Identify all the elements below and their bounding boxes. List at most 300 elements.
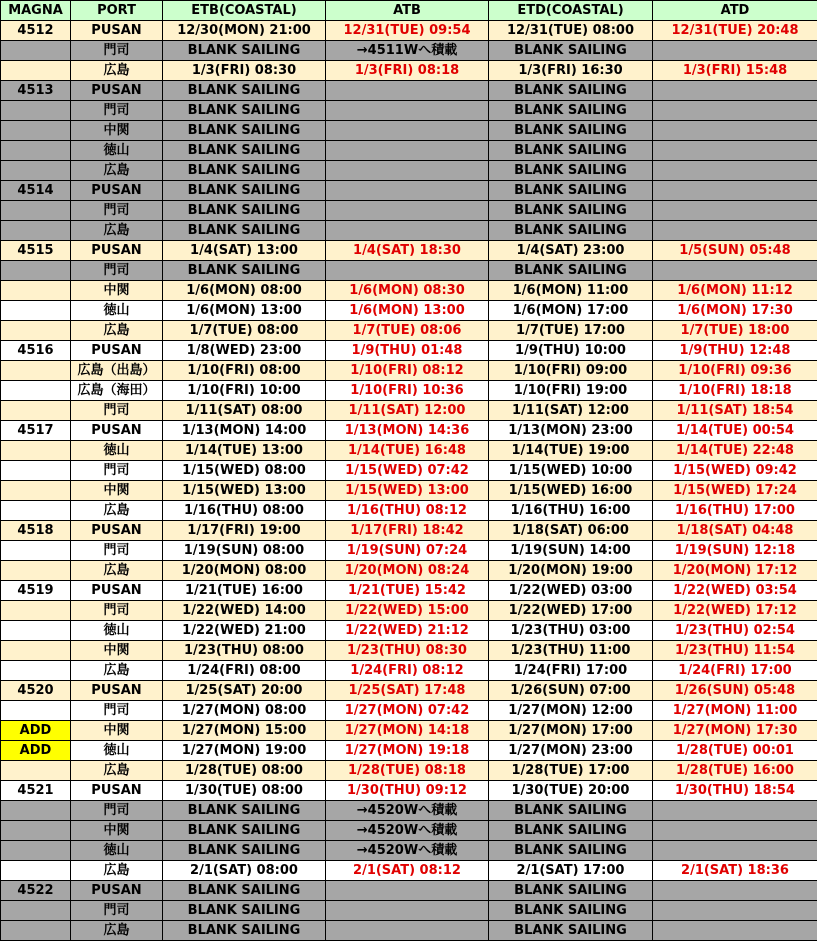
table-row (1, 201, 817, 221)
atb-cell: 1/3(FRI) 08:18 (326, 61, 489, 81)
etd-cell: 1/30(TUE) 20:00 (489, 781, 653, 801)
etd-cell: 1/13(MON) 23:00 (489, 421, 653, 441)
table-row (1, 881, 817, 901)
etd-cell: BLANK SAILING (489, 181, 653, 201)
atd-cell: 1/23(THU) 11:54 (653, 641, 817, 661)
header-atd: ATD (653, 1, 817, 21)
etd-cell: 1/15(WED) 10:00 (489, 461, 653, 481)
table-row (1, 601, 817, 621)
port-cell: PUSAN (71, 341, 163, 361)
atb-cell (326, 201, 489, 221)
atd-cell: 1/19(SUN) 12:18 (653, 541, 817, 561)
atd-cell: 1/18(SAT) 04:48 (653, 521, 817, 541)
atb-cell (326, 261, 489, 281)
etd-cell: BLANK SAILING (489, 261, 653, 281)
atb-cell: 1/20(MON) 08:24 (326, 561, 489, 581)
voyage-cell (1, 281, 71, 301)
etb-cell: 1/11(SAT) 08:00 (163, 401, 326, 421)
atd-cell (653, 141, 817, 161)
etb-cell: BLANK SAILING (163, 261, 326, 281)
voyage-cell: 4514 (1, 181, 71, 201)
etb-cell: BLANK SAILING (163, 221, 326, 241)
voyage-cell: 4521 (1, 781, 71, 801)
atd-cell: 1/6(MON) 17:30 (653, 301, 817, 321)
table-row (1, 901, 817, 921)
atd-cell: 1/22(WED) 03:54 (653, 581, 817, 601)
atd-cell: 2/1(SAT) 18:36 (653, 861, 817, 881)
voyage-cell (1, 321, 71, 341)
etd-cell: BLANK SAILING (489, 841, 653, 861)
table-row (1, 221, 817, 241)
atb-cell: 1/10(FRI) 08:12 (326, 361, 489, 381)
atb-cell: 1/4(SAT) 18:30 (326, 241, 489, 261)
atb-cell: 1/15(WED) 13:00 (326, 481, 489, 501)
etb-cell: 1/17(FRI) 19:00 (163, 521, 326, 541)
port-cell: 広島（出島） (71, 361, 163, 381)
port-cell: PUSAN (71, 521, 163, 541)
atb-cell: 1/30(THU) 09:12 (326, 781, 489, 801)
port-cell: PUSAN (71, 881, 163, 901)
etd-cell: 1/3(FRI) 16:30 (489, 61, 653, 81)
etb-cell: 1/4(SAT) 13:00 (163, 241, 326, 261)
atb-cell: 1/27(MON) 14:18 (326, 721, 489, 741)
voyage-cell (1, 301, 71, 321)
port-cell: 中関 (71, 481, 163, 501)
table-row (1, 801, 817, 821)
atb-cell: 1/28(TUE) 08:18 (326, 761, 489, 781)
voyage-cell (1, 501, 71, 521)
atb-cell (326, 81, 489, 101)
atd-cell (653, 81, 817, 101)
etd-cell: 2/1(SAT) 17:00 (489, 861, 653, 881)
etd-cell: BLANK SAILING (489, 801, 653, 821)
table-row (1, 461, 817, 481)
atd-cell (653, 881, 817, 901)
atd-cell (653, 181, 817, 201)
etd-cell: 1/7(TUE) 17:00 (489, 321, 653, 341)
port-cell: PUSAN (71, 421, 163, 441)
etd-cell: 12/31(TUE) 08:00 (489, 21, 653, 41)
atb-cell: 1/9(THU) 01:48 (326, 341, 489, 361)
port-cell: 門司 (71, 41, 163, 61)
atb-cell (326, 881, 489, 901)
atb-cell: 1/11(SAT) 12:00 (326, 401, 489, 421)
atb-cell (326, 141, 489, 161)
port-cell: 広島 (71, 161, 163, 181)
voyage-cell (1, 481, 71, 501)
etb-cell: 1/21(TUE) 16:00 (163, 581, 326, 601)
voyage-cell: 4517 (1, 421, 71, 441)
atb-cell: 1/14(TUE) 16:48 (326, 441, 489, 461)
etd-cell: 1/14(TUE) 19:00 (489, 441, 653, 461)
table-row (1, 481, 817, 501)
atd-cell: 1/28(TUE) 16:00 (653, 761, 817, 781)
header-magna: MAGNA (1, 1, 71, 21)
atd-cell (653, 121, 817, 141)
voyage-cell (1, 561, 71, 581)
etb-cell: 1/3(FRI) 08:30 (163, 61, 326, 81)
etb-cell: 1/25(SAT) 20:00 (163, 681, 326, 701)
atd-cell: 1/20(MON) 17:12 (653, 561, 817, 581)
atd-cell: 1/16(THU) 17:00 (653, 501, 817, 521)
atb-cell: 1/27(MON) 07:42 (326, 701, 489, 721)
etd-cell: BLANK SAILING (489, 41, 653, 61)
voyage-cell (1, 801, 71, 821)
etb-cell: 1/27(MON) 19:00 (163, 741, 326, 761)
port-cell: 中関 (71, 821, 163, 841)
table-row (1, 661, 817, 681)
atd-cell (653, 221, 817, 241)
etd-cell: 1/6(MON) 17:00 (489, 301, 653, 321)
atd-cell (653, 901, 817, 921)
etb-cell: 1/7(TUE) 08:00 (163, 321, 326, 341)
etb-cell: BLANK SAILING (163, 921, 326, 941)
etb-cell: BLANK SAILING (163, 801, 326, 821)
table-row (1, 61, 817, 81)
atb-cell: →4511Wへ積載 (326, 41, 489, 61)
voyage-cell (1, 121, 71, 141)
table-row (1, 241, 817, 261)
atb-cell: 1/22(WED) 15:00 (326, 601, 489, 621)
etd-cell: 1/6(MON) 11:00 (489, 281, 653, 301)
voyage-cell (1, 461, 71, 481)
etd-cell: 1/26(SUN) 07:00 (489, 681, 653, 701)
atd-cell: 1/27(MON) 11:00 (653, 701, 817, 721)
atb-cell: 1/22(WED) 21:12 (326, 621, 489, 641)
voyage-cell (1, 201, 71, 221)
atd-cell: 1/7(TUE) 18:00 (653, 321, 817, 341)
etb-cell: 1/27(MON) 15:00 (163, 721, 326, 741)
port-cell: 門司 (71, 901, 163, 921)
etb-cell: BLANK SAILING (163, 161, 326, 181)
etb-cell: 1/24(FRI) 08:00 (163, 661, 326, 681)
etb-cell: BLANK SAILING (163, 841, 326, 861)
voyage-cell (1, 761, 71, 781)
table-row (1, 121, 817, 141)
table-row (1, 281, 817, 301)
table-row (1, 541, 817, 561)
etb-cell: 1/13(MON) 14:00 (163, 421, 326, 441)
port-cell: PUSAN (71, 181, 163, 201)
atd-cell (653, 101, 817, 121)
etb-cell: 2/1(SAT) 08:00 (163, 861, 326, 881)
etb-cell: 1/15(WED) 08:00 (163, 461, 326, 481)
voyage-cell (1, 641, 71, 661)
table-row (1, 181, 817, 201)
voyage-cell (1, 901, 71, 921)
etd-cell: 1/16(THU) 16:00 (489, 501, 653, 521)
voyage-cell (1, 601, 71, 621)
header-port: PORT (71, 1, 163, 21)
etd-cell: 1/24(FRI) 17:00 (489, 661, 653, 681)
atb-cell: 1/6(MON) 13:00 (326, 301, 489, 321)
atd-cell: 1/24(FRI) 17:00 (653, 661, 817, 681)
table-row (1, 21, 817, 41)
etb-cell: 1/28(TUE) 08:00 (163, 761, 326, 781)
atb-cell: →4520Wへ積載 (326, 841, 489, 861)
voyage-cell (1, 401, 71, 421)
voyage-cell: 4520 (1, 681, 71, 701)
etd-cell: 1/10(FRI) 09:00 (489, 361, 653, 381)
etd-cell: BLANK SAILING (489, 221, 653, 241)
port-cell: 広島 (71, 561, 163, 581)
etd-cell: 1/28(TUE) 17:00 (489, 761, 653, 781)
table-row (1, 581, 817, 601)
etd-cell: BLANK SAILING (489, 141, 653, 161)
etb-cell: 1/8(WED) 23:00 (163, 341, 326, 361)
table-row (1, 781, 817, 801)
port-cell: PUSAN (71, 581, 163, 601)
port-cell: 広島 (71, 61, 163, 81)
atb-cell: →4520Wへ積載 (326, 801, 489, 821)
etd-cell: 1/10(FRI) 19:00 (489, 381, 653, 401)
atd-cell: 1/15(WED) 09:42 (653, 461, 817, 481)
header-etd: ETD(COASTAL) (489, 1, 653, 21)
port-cell: 中関 (71, 641, 163, 661)
voyage-cell (1, 41, 71, 61)
table-row (1, 861, 817, 881)
port-cell: 門司 (71, 461, 163, 481)
atd-cell: 1/9(THU) 12:48 (653, 341, 817, 361)
etb-cell: 1/10(FRI) 10:00 (163, 381, 326, 401)
etd-cell: 1/11(SAT) 12:00 (489, 401, 653, 421)
etb-cell: 1/27(MON) 08:00 (163, 701, 326, 721)
port-cell: 徳山 (71, 441, 163, 461)
atd-cell: 1/30(THU) 18:54 (653, 781, 817, 801)
etd-cell: 1/23(THU) 11:00 (489, 641, 653, 661)
etb-cell: BLANK SAILING (163, 81, 326, 101)
atb-cell: 1/23(THU) 08:30 (326, 641, 489, 661)
etb-cell: 1/23(THU) 08:00 (163, 641, 326, 661)
atd-cell (653, 161, 817, 181)
table-row (1, 101, 817, 121)
table-header (1, 1, 817, 21)
table-row (1, 681, 817, 701)
table-row (1, 401, 817, 421)
etd-cell: BLANK SAILING (489, 81, 653, 101)
atd-cell: 1/14(TUE) 22:48 (653, 441, 817, 461)
atb-cell: 1/16(THU) 08:12 (326, 501, 489, 521)
atb-cell: 1/13(MON) 14:36 (326, 421, 489, 441)
voyage-cell (1, 821, 71, 841)
etb-cell: 1/19(SUN) 08:00 (163, 541, 326, 561)
atd-cell (653, 821, 817, 841)
atb-cell: 1/19(SUN) 07:24 (326, 541, 489, 561)
port-cell: 広島 (71, 501, 163, 521)
etb-cell: 1/22(WED) 21:00 (163, 621, 326, 641)
atb-cell (326, 901, 489, 921)
voyage-cell (1, 841, 71, 861)
port-cell: 徳山 (71, 621, 163, 641)
atd-cell: 1/11(SAT) 18:54 (653, 401, 817, 421)
voyage-cell: 4522 (1, 881, 71, 901)
table-row (1, 441, 817, 461)
table-row (1, 361, 817, 381)
etb-cell: 1/14(TUE) 13:00 (163, 441, 326, 461)
etb-cell: 1/6(MON) 08:00 (163, 281, 326, 301)
etb-cell: 1/20(MON) 08:00 (163, 561, 326, 581)
etd-cell: 1/22(WED) 17:00 (489, 601, 653, 621)
voyage-cell (1, 261, 71, 281)
voyage-cell (1, 361, 71, 381)
port-cell: 門司 (71, 801, 163, 821)
voyage-cell: 4516 (1, 341, 71, 361)
etb-cell: BLANK SAILING (163, 201, 326, 221)
port-cell: 広島 (71, 321, 163, 341)
etd-cell: 1/27(MON) 23:00 (489, 741, 653, 761)
atb-cell (326, 161, 489, 181)
etb-cell: 1/22(WED) 14:00 (163, 601, 326, 621)
table-row (1, 141, 817, 161)
etd-cell: BLANK SAILING (489, 901, 653, 921)
atd-cell (653, 801, 817, 821)
etd-cell: 1/18(SAT) 06:00 (489, 521, 653, 541)
voyage-cell: ADD (1, 721, 71, 741)
voyage-cell: 4518 (1, 521, 71, 541)
port-cell: 徳山 (71, 741, 163, 761)
atb-cell: 2/1(SAT) 08:12 (326, 861, 489, 881)
atb-cell: →4520Wへ積載 (326, 821, 489, 841)
etb-cell: BLANK SAILING (163, 101, 326, 121)
table-row (1, 561, 817, 581)
etb-cell: BLANK SAILING (163, 121, 326, 141)
table-row (1, 261, 817, 281)
port-cell: 門司 (71, 101, 163, 121)
etb-cell: BLANK SAILING (163, 901, 326, 921)
table-row (1, 621, 817, 641)
etd-cell: 1/15(WED) 16:00 (489, 481, 653, 501)
voyage-cell (1, 861, 71, 881)
atd-cell: 1/28(TUE) 00:01 (653, 741, 817, 761)
etb-cell: 1/16(THU) 08:00 (163, 501, 326, 521)
voyage-cell (1, 661, 71, 681)
atb-cell: 1/15(WED) 07:42 (326, 461, 489, 481)
voyage-cell: ADD (1, 741, 71, 761)
atd-cell (653, 841, 817, 861)
etd-cell: 1/4(SAT) 23:00 (489, 241, 653, 261)
voyage-cell (1, 221, 71, 241)
table-row (1, 381, 817, 401)
atd-cell: 1/6(MON) 11:12 (653, 281, 817, 301)
etd-cell: BLANK SAILING (489, 921, 653, 941)
port-cell: PUSAN (71, 781, 163, 801)
header-row (1, 1, 817, 21)
port-cell: 門司 (71, 601, 163, 621)
table-row (1, 501, 817, 521)
atd-cell: 1/3(FRI) 15:48 (653, 61, 817, 81)
table-row (1, 821, 817, 841)
atd-cell: 12/31(TUE) 20:48 (653, 21, 817, 41)
table-row (1, 161, 817, 181)
atb-cell: 1/10(FRI) 10:36 (326, 381, 489, 401)
atb-cell: 1/7(TUE) 08:06 (326, 321, 489, 341)
etd-cell: BLANK SAILING (489, 821, 653, 841)
atd-cell: 1/15(WED) 17:24 (653, 481, 817, 501)
voyage-cell (1, 381, 71, 401)
table-body (1, 21, 817, 941)
etd-cell: BLANK SAILING (489, 161, 653, 181)
port-cell: 門司 (71, 261, 163, 281)
port-cell: 広島（海田） (71, 381, 163, 401)
voyage-cell (1, 101, 71, 121)
voyage-cell: 4512 (1, 21, 71, 41)
etd-cell: BLANK SAILING (489, 101, 653, 121)
etb-cell: 1/15(WED) 13:00 (163, 481, 326, 501)
port-cell: 門司 (71, 701, 163, 721)
port-cell: 広島 (71, 861, 163, 881)
etb-cell: 1/10(FRI) 08:00 (163, 361, 326, 381)
etb-cell: 12/30(MON) 21:00 (163, 21, 326, 41)
etd-cell: 1/22(WED) 03:00 (489, 581, 653, 601)
atd-cell: 1/14(TUE) 00:54 (653, 421, 817, 441)
port-cell: 門司 (71, 201, 163, 221)
table-row (1, 761, 817, 781)
atd-cell: 1/5(SUN) 05:48 (653, 241, 817, 261)
etb-cell: BLANK SAILING (163, 41, 326, 61)
port-cell: PUSAN (71, 21, 163, 41)
table-row (1, 341, 817, 361)
table-row (1, 841, 817, 861)
etd-cell: 1/23(THU) 03:00 (489, 621, 653, 641)
port-cell: 徳山 (71, 301, 163, 321)
table-row (1, 721, 817, 741)
table-row (1, 301, 817, 321)
atb-cell (326, 101, 489, 121)
atb-cell: 12/31(TUE) 09:54 (326, 21, 489, 41)
etd-cell: 1/9(THU) 10:00 (489, 341, 653, 361)
table-row (1, 641, 817, 661)
voyage-cell (1, 621, 71, 641)
port-cell: 広島 (71, 761, 163, 781)
etd-cell: 1/27(MON) 12:00 (489, 701, 653, 721)
atd-cell: 1/22(WED) 17:12 (653, 601, 817, 621)
table-row (1, 81, 817, 101)
etd-cell: 1/19(SUN) 14:00 (489, 541, 653, 561)
etb-cell: BLANK SAILING (163, 181, 326, 201)
atb-cell: 1/25(SAT) 17:48 (326, 681, 489, 701)
voyage-cell (1, 441, 71, 461)
voyage-cell (1, 161, 71, 181)
atb-cell: 1/17(FRI) 18:42 (326, 521, 489, 541)
table-row (1, 701, 817, 721)
table-row (1, 741, 817, 761)
port-cell: 広島 (71, 921, 163, 941)
voyage-cell: 4515 (1, 241, 71, 261)
table-row (1, 421, 817, 441)
atb-cell: 1/6(MON) 08:30 (326, 281, 489, 301)
atd-cell: 1/26(SUN) 05:48 (653, 681, 817, 701)
atd-cell (653, 41, 817, 61)
etb-cell: BLANK SAILING (163, 881, 326, 901)
port-cell: PUSAN (71, 681, 163, 701)
etb-cell: BLANK SAILING (163, 821, 326, 841)
atb-cell (326, 221, 489, 241)
atd-cell (653, 261, 817, 281)
port-cell: PUSAN (71, 81, 163, 101)
port-cell: 徳山 (71, 141, 163, 161)
etd-cell: BLANK SAILING (489, 121, 653, 141)
atd-cell (653, 201, 817, 221)
atd-cell: 1/10(FRI) 09:36 (653, 361, 817, 381)
atb-cell (326, 181, 489, 201)
voyage-cell: 4519 (1, 581, 71, 601)
voyage-cell (1, 541, 71, 561)
port-cell: PUSAN (71, 241, 163, 261)
etb-cell: 1/6(MON) 13:00 (163, 301, 326, 321)
atd-cell: 1/27(MON) 17:30 (653, 721, 817, 741)
atb-cell: 1/24(FRI) 08:12 (326, 661, 489, 681)
etd-cell: 1/27(MON) 17:00 (489, 721, 653, 741)
